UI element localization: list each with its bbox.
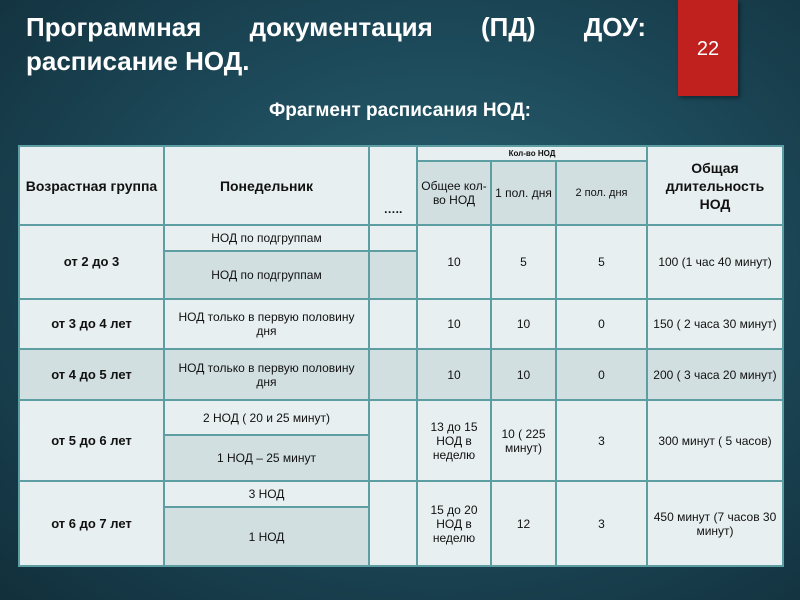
- total-cell: 10: [417, 299, 491, 349]
- total-cell: 10: [417, 349, 491, 400]
- schedule-table: [18, 145, 784, 567]
- table-row: [19, 400, 783, 435]
- duration-cell: 150 ( 2 часа 30 минут): [647, 299, 783, 349]
- header-monday: Понедельник: [164, 146, 369, 225]
- first-half-cell: 10: [491, 299, 556, 349]
- total-cell: 15 до 20 НОД в неделю: [417, 481, 491, 566]
- first-half-cell: 10 ( 225 минут): [491, 400, 556, 481]
- header-duration: Общая длительность НОД: [647, 146, 783, 225]
- table-row: [19, 481, 783, 507]
- duration-cell: 450 минут (7 часов 30 минут): [647, 481, 783, 566]
- header-first-half: 1 пол. дня: [491, 161, 556, 225]
- header-second-half: 2 пол. дня: [556, 161, 647, 225]
- header-ellipsis: …..: [369, 146, 417, 225]
- monday-cell: 2 НОД ( 20 и 25 минут): [164, 400, 369, 435]
- header-age-group: Возрастная группа: [19, 146, 164, 225]
- duration-cell: 200 ( 3 часа 20 минут): [647, 349, 783, 400]
- second-half-cell: 0: [556, 299, 647, 349]
- table-row: [19, 349, 783, 400]
- duration-cell: 300 минут ( 5 часов): [647, 400, 783, 481]
- age-cell: от 3 до 4 лет: [19, 299, 164, 349]
- second-half-cell: 3: [556, 481, 647, 566]
- ellipsis-cell: [369, 481, 417, 566]
- total-cell: 13 до 15 НОД в неделю: [417, 400, 491, 481]
- monday-cell: 1 НОД – 25 минут: [164, 435, 369, 481]
- table-row: [19, 299, 783, 349]
- ellipsis-cell: [369, 251, 417, 299]
- header-count-group: Кол-во НОД: [417, 146, 647, 161]
- monday-cell: НОД по подгруппам: [164, 251, 369, 299]
- monday-cell: 3 НОД: [164, 481, 369, 507]
- slide-title: Программная документация (ПД) ДОУ: расписание НОД.: [26, 12, 646, 76]
- monday-cell: 1 НОД: [164, 507, 369, 566]
- table-row: [19, 225, 783, 251]
- first-half-cell: 12: [491, 481, 556, 566]
- ellipsis-cell: [369, 349, 417, 400]
- ellipsis-cell: [369, 400, 417, 481]
- first-half-cell: 10: [491, 349, 556, 400]
- slide-subtitle: Фрагмент расписания НОД:: [269, 100, 531, 121]
- age-cell: от 6 до 7 лет: [19, 481, 164, 566]
- ellipsis-cell: [369, 299, 417, 349]
- age-cell: от 5 до 6 лет: [19, 400, 164, 481]
- age-cell: от 4 до 5 лет: [19, 349, 164, 400]
- total-cell: 10: [417, 225, 491, 299]
- slide-number: 22: [678, 0, 738, 96]
- header-total: Общее кол-во НОД: [417, 161, 491, 225]
- duration-cell: 100 (1 час 40 минут): [647, 225, 783, 299]
- monday-cell: НОД по подгруппам: [164, 225, 369, 251]
- second-half-cell: 3: [556, 400, 647, 481]
- second-half-cell: 0: [556, 349, 647, 400]
- monday-cell: НОД только в первую половину дня: [164, 299, 369, 349]
- age-cell: от 2 до 3: [19, 225, 164, 299]
- first-half-cell: 5: [491, 225, 556, 299]
- second-half-cell: 5: [556, 225, 647, 299]
- ellipsis-cell: [369, 225, 417, 251]
- monday-cell: НОД только в первую половину дня: [164, 349, 369, 400]
